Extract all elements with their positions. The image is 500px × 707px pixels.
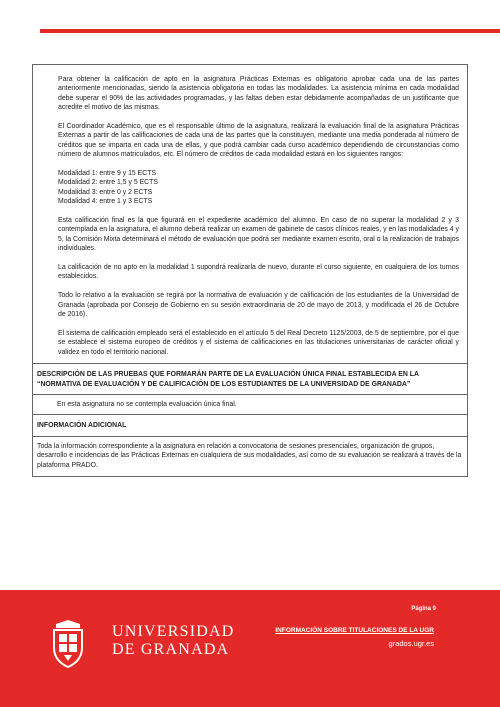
footer xyxy=(0,590,500,707)
paragraph-final-grade: Esta calificación final es la que figurará en el expediente académico del alumno. En caso de no superar la modalidad 2 y 3 contemplada en la asignatura, el alumno deberá realizar un examen de gabinete de casos clínicos reales, y en las modalidades 4 y 5, la Comisión Mixta determinará el método de evaluación que podrá ser mediante examen escrito, oral o la realización de trabajos individuales. xyxy=(58,217,459,253)
header-rule xyxy=(40,29,500,33)
unica-heading: DESCRIPCIÓN DE LAS PRUEBAS QUE FORMARÁN PARTE DE LA EVALUACIÓN ÚNICA FINAL ESTABLECIDA EN LA “NORMATIVA DE EVALUACIÓN Y DE CALIFICACIÓN DE LOS ESTUDIANTES DE LA UNIVERSIDAD DE GRANADA” xyxy=(33,363,467,394)
modalidad-2: Modalidad 2: entre 1,5 y 5 ECTS xyxy=(58,179,158,187)
paragraph-sistema: El sistema de calificación empleado será el establecido en el artículo 5 del Real Decreto 1125/2003, de 5 de septiembre, por el que se establece el sistema europeo de créditos y el sistema de calificaciones en las titulaciones universitarias de carácter oficial y validez en todo el territorio nacional. xyxy=(58,329,459,356)
paragraph-coordinator: El Coordinador Académico, que es el responsable último de la asignatura, realizará la evaluación final de la asignatura Prácticas Externas a partir de las calificaciones de cada una de las partes que la constituyen, mediante una media ponderada al número de créditos que se imparta en cada una de ellas, y que podrá cambiar cada curso académico dependiendo de circunstancias como número de alumnos matriculados, etc. El número de créditos de cada modalidad estará en los siguientes rangos: xyxy=(58,123,459,159)
info-heading: INFORMACIÓN ADICIONAL xyxy=(33,414,467,435)
paragraph-requirements: Para obtener la calificación de apto en la asignatura Prácticas Externas es obligatorio aprobar cada una de las partes anteriormente mencionadas, siendo la asistencia obligatoria en todas las modalidades. La asistencia mínima en cada modalidad debe superar el 90% de las actividades programadas, y las faltas deben estar debidamente acompañadas de un justificante que acredite el motivo de las mismas. xyxy=(58,76,459,112)
titulaciones-link[interactable]: INFORMACIÓN SOBRE TITULACIONES DE LA UGR xyxy=(275,627,434,634)
paragraph-no-apto: La calificación de no apto en la modalidad 1 supondrá realizarla de nuevo, durante el curso siguiente, en cualquiera de los turnos establecidos. xyxy=(58,264,459,281)
modalidad-4: Modalidad 4: entre 1 y 3 ECTS xyxy=(58,198,153,206)
modalidad-1: Modalidad 1: entre 9 y 15 ECTS xyxy=(58,170,157,178)
paragraph-normativa: Todo lo relativo a la evaluación se regirá por la normativa de evaluación y de calificación de los estudiantes de la Universidad de Granada (aprobada por Consejo de Gobierno en su sesión extraordinaria de 20 de mayo de 2013, y modificada el 26 de Octubre de 2016). xyxy=(58,292,459,319)
evaluation-table xyxy=(32,64,468,477)
modalidad-3: Modalidad 3: entre 0 y 2 ECTS xyxy=(58,188,153,196)
university-name-line1: UNIVERSIDAD xyxy=(112,623,235,640)
evaluation-section xyxy=(33,65,467,363)
university-crest-icon xyxy=(48,618,88,668)
info-text: Toda la información correspondiente a la asignatura en relación a convocatoria de sesiones presenciales, organización de grupos, desarrollo e incidencias de las Prácticas Externas en cualquiera de sus modalidades, así como de su evaluación se realizará a través de la plataforma PRADO. xyxy=(33,436,467,476)
university-name xyxy=(112,623,235,659)
unica-text: En esta asignatura no se contempla evaluación única final. xyxy=(33,394,467,414)
university-name-line2: DE GRANADA xyxy=(112,641,230,658)
grados-link[interactable]: grados.ugr.es xyxy=(388,639,434,648)
page-number: Página 9 xyxy=(411,606,436,612)
